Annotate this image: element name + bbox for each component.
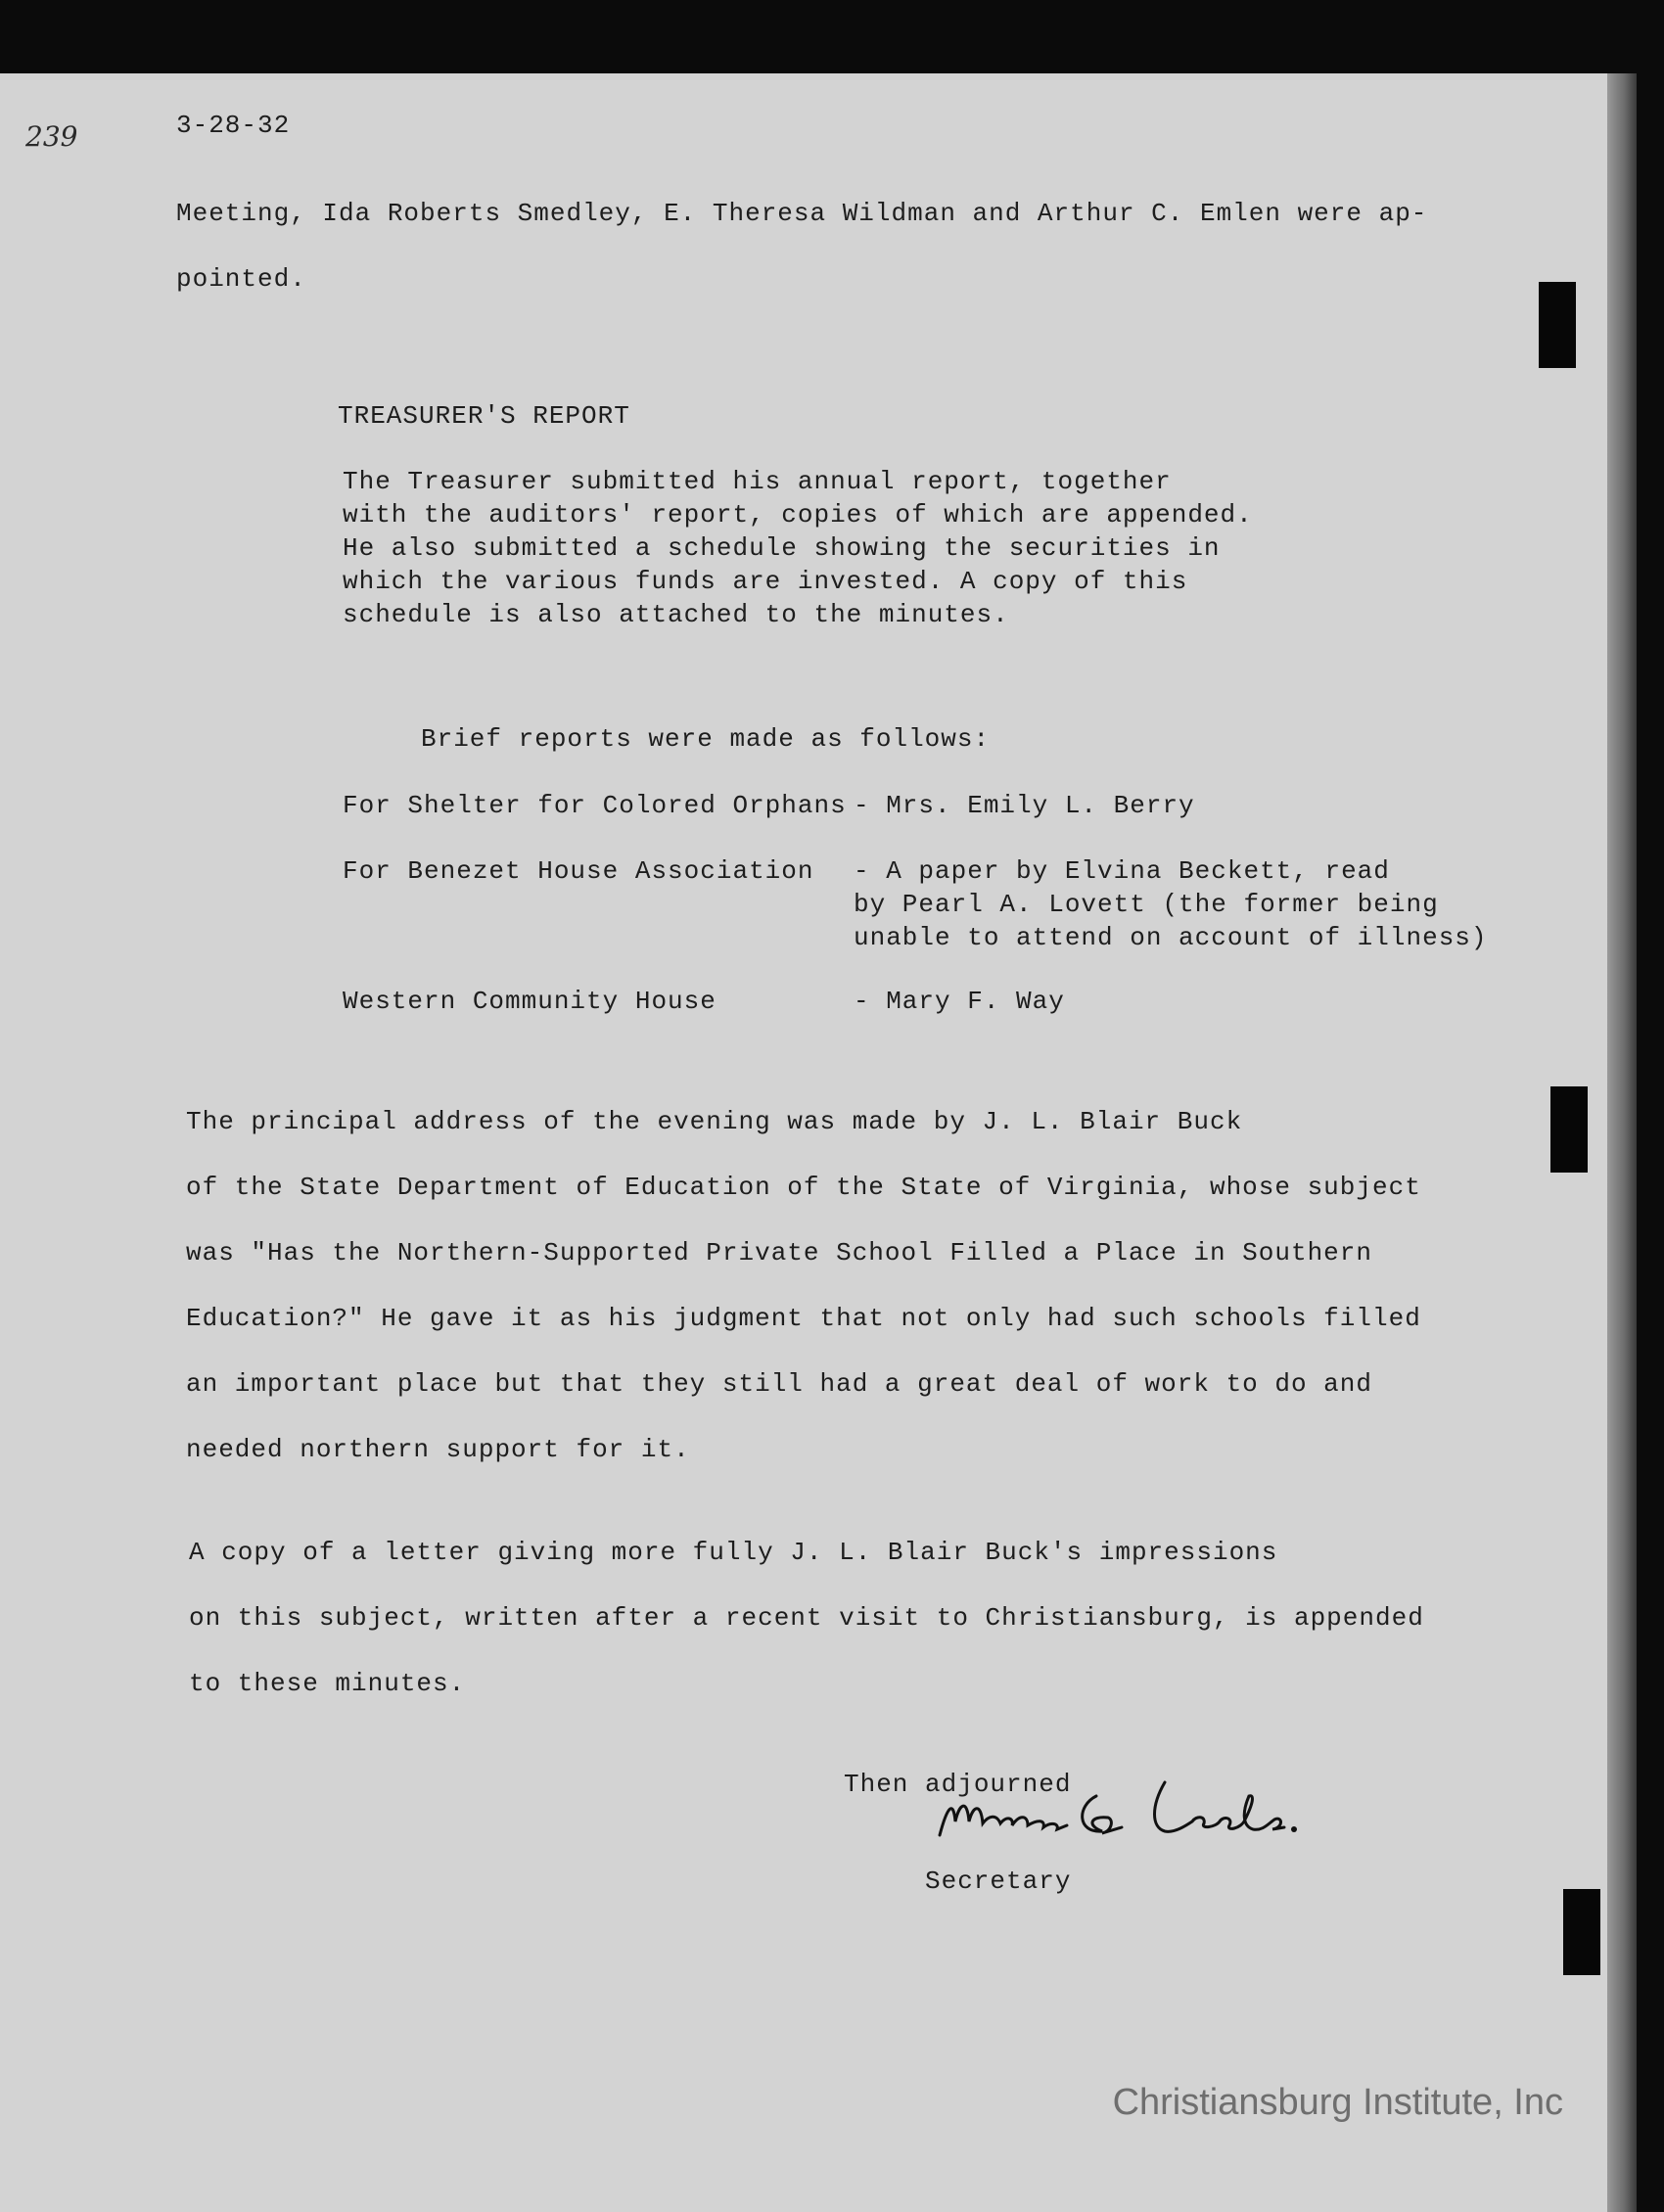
meeting-date: 3-28-32 [176, 111, 291, 140]
page-fold-shadow [1607, 73, 1637, 2212]
treasurer-heading: TREASURER'S REPORT [338, 401, 630, 431]
binding-tab-bottom [1563, 1889, 1600, 1975]
letter-paragraph: A copy of a letter giving more fully J. L. Blair Buck's impressions on this subject, written after a recent visit to Christiansburg, is appended to these minutes. [189, 1538, 1424, 1698]
watermark: Christiansburg Institute, Inc [1112, 2082, 1563, 2123]
report-by-western: - Mary F. Way [854, 987, 1065, 1016]
secretary-signature [930, 1776, 1351, 1855]
signature-text: Morris E. Leeds. [930, 1853, 940, 1854]
address-paragraph: The principal address of the evening was made by J. L. Blair Buck of the State Department of Education of the State of Virginia, whose subject was "Has the Northern-Supported Private School Filled a Place in Southern Education?" He gave it as his judgment that not only had such schools filled an important place but that they still had a great deal of work to do and needed northern support for it. [186, 1107, 1421, 1464]
document-page [0, 73, 1637, 2212]
binding-tab-top [1539, 282, 1576, 368]
opening-paragraph: Meeting, Ida Roberts Smedley, E. Theresa Wildman and Arthur C. Emlen were ap- pointed. [176, 199, 1428, 294]
report-org-shelter: For Shelter for Colored Orphans [343, 791, 847, 820]
report-org-benezet: For Benezet House Association [343, 856, 814, 886]
reports-intro: Brief reports were made as follows: [421, 724, 991, 754]
secretary-title: Secretary [925, 1866, 1072, 1896]
treasurer-report-text: The Treasurer submitted his annual report, together with the auditors' report, copies of which are appended. He also submitted a schedule showing the securities in which the various funds are invested. A copy of this schedule is also attached to the minutes. [343, 467, 1253, 629]
binding-tab-middle [1550, 1086, 1588, 1173]
report-by-benezet: - A paper by Elvina Beckett, read by Pearl A. Lovett (the former being unable to attend on account of illness) [854, 856, 1488, 952]
adjourned-text: Then adjourned [844, 1770, 1072, 1799]
report-by-shelter: - Mrs. Emily L. Berry [854, 791, 1195, 820]
report-org-western: Western Community House [343, 987, 716, 1016]
handwritten-page-number: 239 [25, 120, 78, 153]
